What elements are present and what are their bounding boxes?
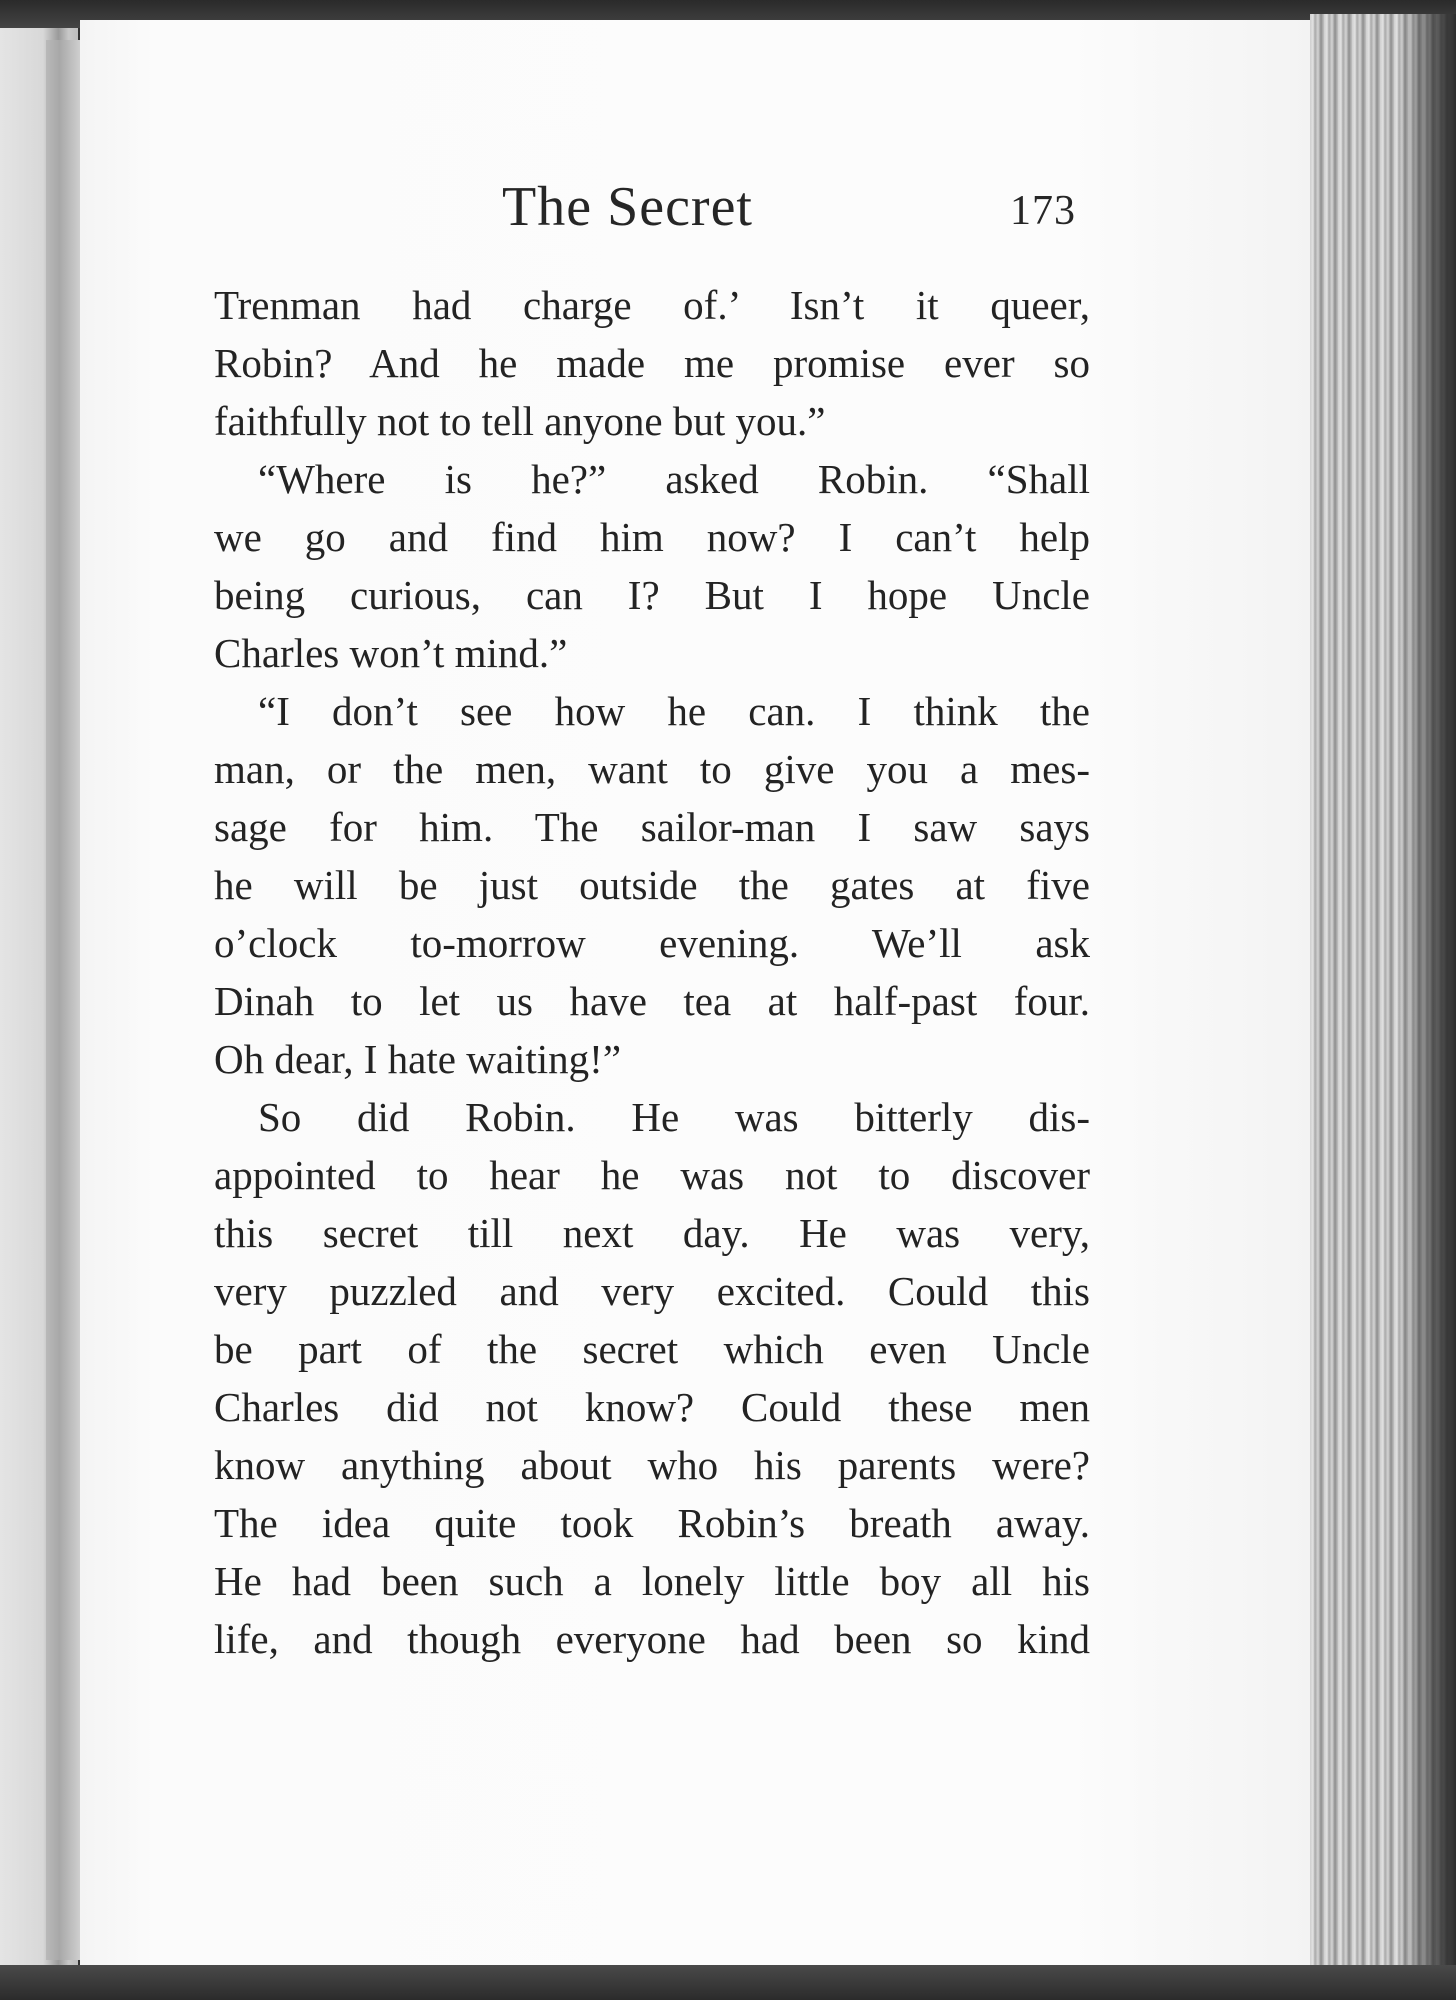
text-line: The idea quite took Robin’s breath away. [214,1500,1090,1546]
text-line: Charles did not know? Could these men [214,1384,1090,1430]
text-line: “Where is he?” asked Robin. “Shall [258,456,1090,502]
book-gutter [46,40,80,1960]
body-text [214,276,1090,1668]
text-line: know anything about who his parents were? [214,1442,1090,1488]
text-line: life, and though everyone had been so kind [214,1616,1090,1662]
page-number: 173 [1010,188,1076,234]
page-edges-shadow [1400,14,1456,1970]
text-line: Robin? And he made me promise ever so [214,340,1090,386]
text-line: faithfully not to tell anyone but you.” [214,398,826,444]
text-line: Trenman had charge of.’ Isn’t it queer, [214,282,1090,328]
text-line: He had been such a lonely little boy all his [214,1558,1090,1604]
text-line: he will be just outside the gates at five [214,862,1090,908]
text-line: this secret till next day. He was very, [214,1210,1090,1256]
running-header [0,175,1456,255]
text-line: “I don’t see how he can. I think the [258,688,1090,734]
text-line: Dinah to let us have tea at half-past four. [214,978,1090,1024]
text-line: man, or the men, want to give you a mes- [214,746,1090,792]
text-line: being curious, can I? But I hope Uncle [214,572,1090,618]
text-line: Oh dear, I hate waiting!” [214,1036,622,1082]
text-line: we go and find him now? I can’t help [214,514,1090,560]
text-line: be part of the secret which even Uncle [214,1326,1090,1372]
text-line: very puzzled and very excited. Could this [214,1268,1090,1314]
text-line: appointed to hear he was not to discover [214,1152,1090,1198]
running-title: The Secret [502,176,753,238]
text-line: sage for him. The sailor-man I saw says [214,804,1090,850]
text-line: So did Robin. He was bitterly dis- [258,1094,1090,1140]
text-line: Charles won’t mind.” [214,630,568,676]
scanner-frame-bottom [0,1965,1456,2000]
text-line: o’clock to-morrow evening. We’ll ask [214,920,1090,966]
